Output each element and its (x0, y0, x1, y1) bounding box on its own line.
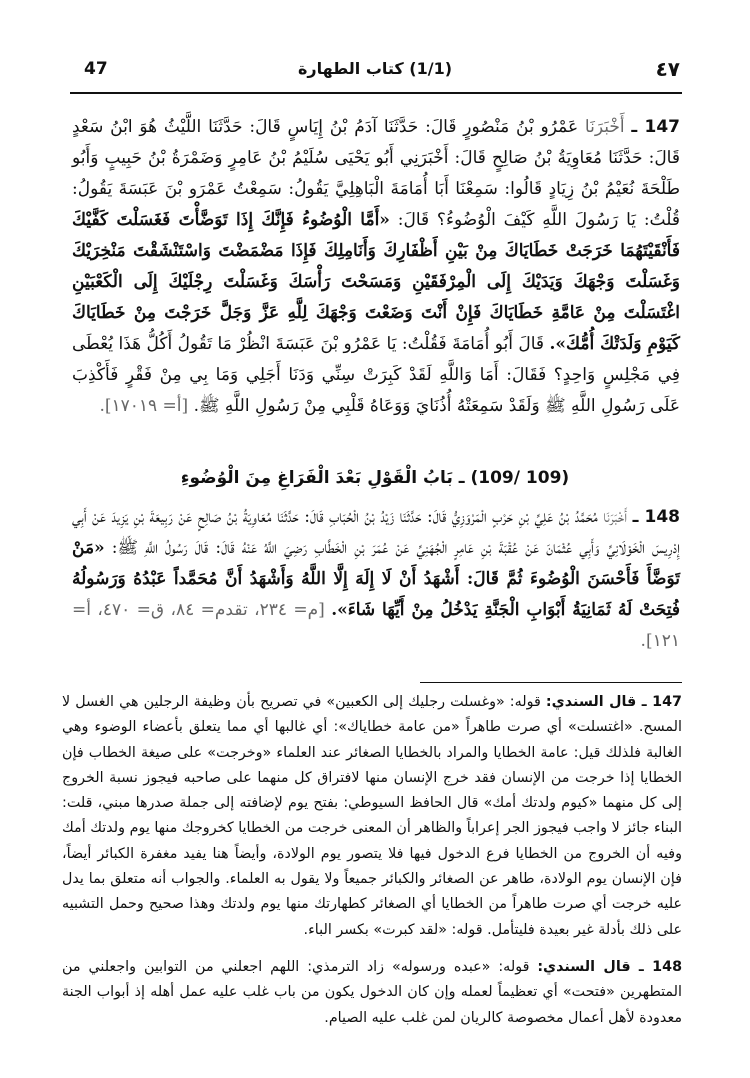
footnote-rule (420, 682, 682, 683)
hadith-148 (72, 502, 680, 657)
reference: [م= ٢٣٤، تقدم= ٨٤، ق= ٤٧٠، أ= ١٢١]. (72, 600, 680, 651)
footnote-147 (62, 690, 682, 943)
footnote-text: قوله: «عبده ورسوله» زاد الترمذي: اللهم اجعلني من التوابين واجعلني من المتطهرين «فتحت» أي تعظيماً لعمله وإن كان الدخول يكون من باب غلب عليه عمل أهله إذ أبواب الجنة معدودة لأهل أعمال مخصوصة كالريان لمن غلب عليه الصيام. (62, 959, 682, 1026)
page-number-arabic: ٤٧ (655, 57, 680, 81)
narrator-word: أَخْبَرَنَا (584, 117, 625, 137)
matn-text: «أَمَّا الْوُضُوءُ فَإِنَّكَ إِذَا تَوَضَّأْتَ فَغَسَلْتَ كَفَّيْكَ فَأَنْقَيْتَهُمَا خَرَجَتْ خَطَايَاكَ مِنْ بَيْنِ أَظْفَارِكَ وَأَنَامِلِكَ فَإِذَا مَضْمَضْتَ وَاسْتَنْشَقْتَ مَنْخِرَيْكَ وَغَسَلْتَ وَجْهَكَ وَيَدَيْكَ إِلَى الْمِرْفَقَيْنِ وَمَسَحْتَ رَأْسَكَ وَغَسَلْتَ رِجْلَيْكَ إِلَى الْكَعْبَيْنِ اغْتَسَلْتَ مِنْ عَامَّةِ خَطَايَاكَ فَإِنْ أَنْتَ وَضَعْتَ وَجْهَكَ لِلَّهِ عَزَّ وَجَلَّ خَرَجْتَ مِنْ خَطَايَاكَ كَيَوْمِ وَلَدَتْكَ أُمُّكَ». (72, 210, 681, 354)
footnote-text: قوله: «وغسلت رجليك إلى الكعبين» في تصريح بأن وظيفة الرجلين هي الغسل لا المسح. «اغتسلت» أي صرت طاهراً «من عامة خطاياك»: أي غالبها أي مما يتعلق بأعضاء الوضوء وهي الغالبة فلذلك قيل: عامة الخطايا والمراد بالخطايا الصغائر عند العلماء «وخرجت» على صيغة الخطاب فإن الخطايا إذا خرجت من الإنسان فقد خرج الإنسان منها لافتراق كل منهما على صاحبه فيجوز نسبة الخروج إلى كل منهما «كيوم ولدتك أمك» قال الحافظ السيوطي: بفتح يوم لإضافته إلى جملة صدرها مبني، قلت: البناء جائز لا واجب فيجوز الجر إعراباً والظاهر أن المعنى خرجت من الخطايا كخروجك منها يوم ولدتك أمك وفيه أن الخروج من الخطايا فرع الدخول فيها فلا يتصور يوم الولادة، وأيضاً هنا يفيد مغفرة الكبائر أيضاً، فإن الإنسان يوم الولادة، طاهر عن الصغائر والكبائر جميعاً ولا يقول به العلماء. والجواب أنه متعلق بما يدل عليه خرجت أي صرت طاهراً من الخطايا أي الصغائر كطهارتك منها يوم ولدتك وهذا صحيح وحمل التشبيه على ذلك بأدلة غير بعيدة فليتأمل. قوله: «لقد كبرت» بكسر الباء. (62, 694, 682, 938)
chapter-heading (60, 468, 690, 488)
hadith-number: 148 ـ (632, 507, 680, 527)
footnote-label: 148 ـ قال السندي: (537, 959, 683, 975)
isnad-text: عَمْرُو بْنُ مَنْصُورٍ قَالَ: حَدَّثَنَا آدَمُ بْنُ إِيَاسٍ قَالَ: حَدَّثَنَا اللَّيْثُ هُوَ ابْنُ سَعْدٍ قَالَ: حَدَّثَنَا مُعَاوِيَةُ بْنُ صَالِحٍ قَالَ: أَخْبَرَنِي أَبُو يَحْيَى سُلَيْمُ بْنُ عَامِرٍ وَضَمْرَةُ بْنُ حَبِيبٍ وَأَبُو طَلْحَةَ نُعَيْمُ بْنُ زِيَادٍ قَالُوا: سَمِعْنَا أَبَا أُمَامَةَ الْبَاهِلِيَّ يَقُولُ: سَمِعْتُ عَمْرَو بْنَ عَبَسَةَ يَقُولُ: قُلْتُ: يَا رَسُولَ اللَّهِ كَيْفَ الْوُضُوءُ؟ قَالَ: (72, 117, 680, 230)
page-header (70, 55, 680, 85)
footnote-148 (62, 955, 682, 1031)
hadith-number: 147 ـ (631, 117, 681, 137)
continuation-text: قَالَ أَبُو أُمَامَةَ فَقُلْتُ: يَا عَمْرُو بْنَ عَبَسَةَ انْظُرْ مَا تَقُولُ أَكُلُّ هَذَا يُعْطَى فِي مَجْلِسٍ وَاحِدٍ؟ فَقَالَ: أَمَا وَاللَّهِ لَقَدْ كَبِرَتْ سِنِّي وَدَنَا أَجَلِي وَمَا بِي مِنْ فَقْرٍ فَأَكْذِبَ عَلَى رَسُولِ اللَّهِ ﷺ وَلَقَدْ سَمِعَتْهُ أُذُنَايَ وَوَعَاهُ قَلْبِي مِنْ رَسُولِ اللَّهِ ﷺ. (72, 334, 680, 416)
footnote-label: 147 ـ قال السندي: (545, 694, 682, 710)
matn-text: «مَنْ تَوَضَّأَ فَأَحْسَنَ الْوُضُوءَ ثُمَّ قَالَ: أَشْهَدُ أَنْ لَا إِلَهَ إِلَّا اللَّهُ وَأَشْهَدُ أَنَّ مُحَمَّداً عَبْدُهُ وَرَسُولُهُ فُتِحَتْ لَهُ ثَمَانِيَةُ أَبْوَابِ الْجَنَّةِ يَدْخُلُ مِنْ أَيِّهَا شَاءَ». (72, 538, 681, 620)
header-rule (70, 92, 682, 94)
chapter-number: (109 /109) (470, 468, 570, 488)
narrator-word: أَخْبَرَنَا (603, 507, 628, 527)
reference: [أ= ١٧٠١٩]. (99, 396, 189, 416)
chapter-title: ـ بَابُ الْقَوْلِ بَعْدَ الْفَرَاغِ مِنَ الْوُضُوءِ (180, 468, 465, 488)
book-title: (1/1) كتاب الطهارة (297, 59, 453, 78)
isnad-text: مُحَمَّدُ بْنُ عَلِيِّ بْنِ حَرْبٍ الْمَرْوَزِيُّ قَالَ: حَدَّثَنَا زَيْدُ بْنُ الْحُبَابِ قَالَ: حَدَّثَنَا مُعَاوِيَةُ بْنُ صَالِحٍ عَنْ رَبِيعَةَ بْنِ يَزِيدَ عَنْ أَبِي إِدْرِيسَ الْخَوْلَانِيِّ وَأَبِي عُثْمَانَ عَنْ عُقْبَةَ بْنِ عَامِرٍ الْجُهَنِيِّ عَنْ عُمَرَ بْنِ الْخَطَّابِ رَضِيَ اللَّهُ عَنْهُ قَالَ: قَالَ رَسُولُ اللَّهِ ﷺ: (72, 507, 681, 558)
page-number-latin: 47 (84, 59, 108, 79)
hadith-147 (72, 112, 680, 422)
